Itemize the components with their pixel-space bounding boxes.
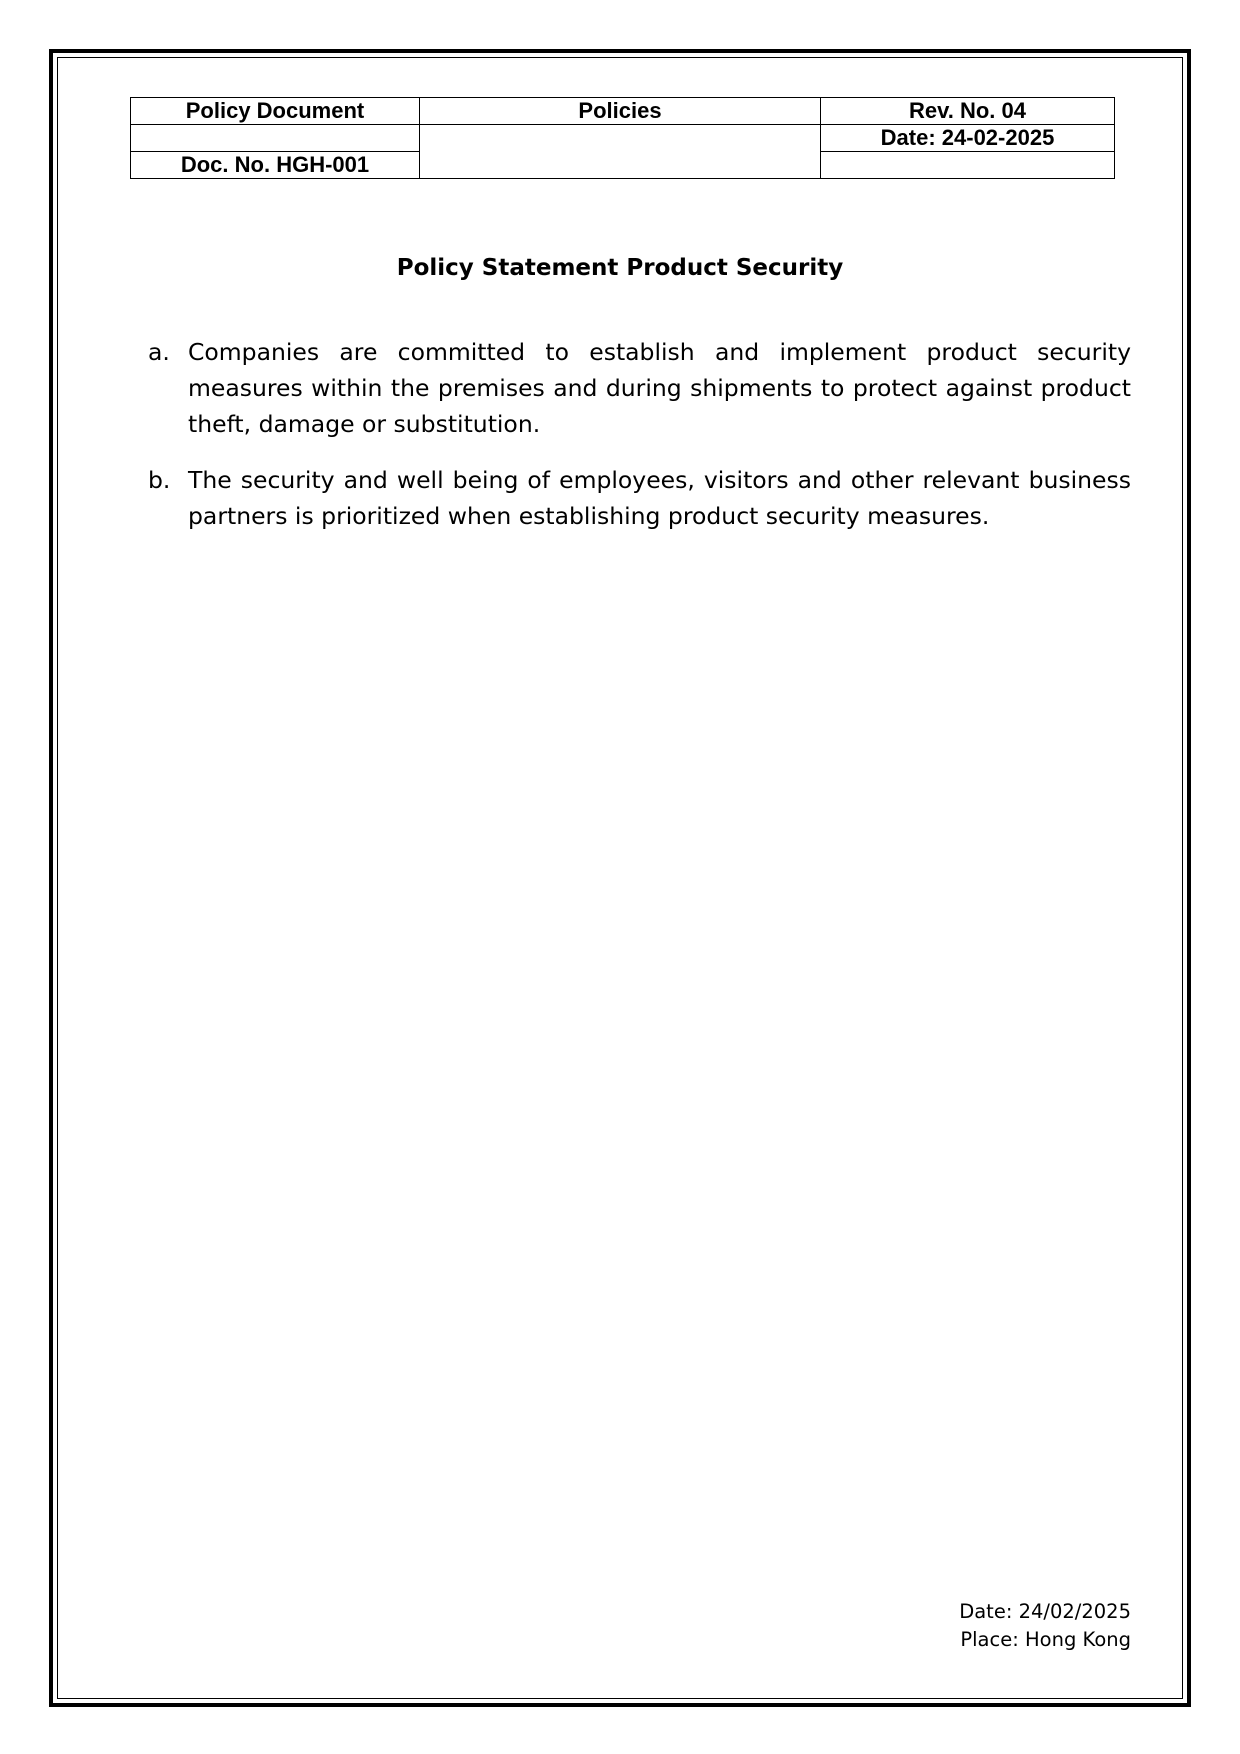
clause-text: Companies are committed to establish and implement product security measures within the premises and during shipments to protect against product theft, damage or substitution. bbox=[188, 338, 1131, 438]
clause-text: The security and well being of employees, visitors and other relevant business partners is prioritized when establishing product security measures. bbox=[188, 466, 1131, 530]
policy-document-cell: Policy Document bbox=[131, 98, 420, 125]
clause-b bbox=[148, 462, 1131, 534]
document-title: Policy Statement Product Security bbox=[396, 255, 844, 281]
clause-marker: b. bbox=[148, 466, 171, 494]
page-border-inner bbox=[57, 57, 1183, 1699]
header-row-2 bbox=[131, 125, 1115, 152]
footer-place: Place: Hong Kong bbox=[960, 1628, 1131, 1651]
empty-cell bbox=[821, 152, 1115, 179]
revision-number-cell: Rev. No. 04 bbox=[821, 98, 1115, 125]
header-row-1 bbox=[131, 98, 1115, 125]
empty-merged-cell bbox=[420, 125, 821, 179]
clause-a bbox=[148, 334, 1131, 442]
document-footer bbox=[959, 1598, 1131, 1654]
footer-date: Date: 24/02/2025 bbox=[959, 1600, 1131, 1623]
clause-marker: a. bbox=[148, 338, 170, 366]
document-header-table bbox=[130, 97, 1115, 179]
policies-cell: Policies bbox=[420, 98, 821, 125]
policy-clauses bbox=[148, 334, 1131, 554]
empty-cell bbox=[131, 125, 420, 152]
document-number-cell: Doc. No. HGH-001 bbox=[131, 152, 420, 179]
date-cell: Date: 24-02-2025 bbox=[821, 125, 1115, 152]
